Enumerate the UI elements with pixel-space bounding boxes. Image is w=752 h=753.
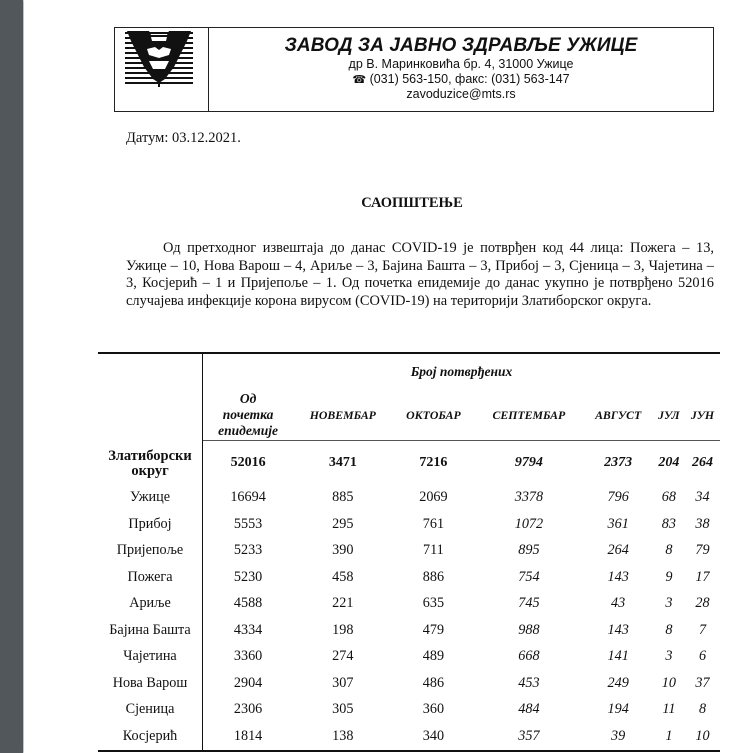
cell-value: 16694	[230, 489, 266, 506]
cell-value: 1	[653, 723, 685, 751]
cell-value: 28	[695, 595, 710, 612]
cell-value: 3360	[233, 648, 263, 665]
table-row	[98, 697, 720, 724]
cell-value: 307	[332, 674, 354, 691]
cell-value: 38	[695, 515, 710, 532]
column-header-june: ЈУН	[685, 390, 720, 441]
cell-value: 138	[293, 723, 392, 751]
municipality-name: Ариље	[98, 591, 203, 618]
cell-value: 264	[607, 542, 629, 559]
column-header-total	[203, 390, 294, 441]
cell-value: 668	[518, 648, 540, 665]
municipality-name: Ужице	[98, 485, 203, 512]
cell-value: 754	[518, 568, 540, 585]
cell-value: 360	[422, 701, 445, 718]
cell-value: 886	[422, 568, 445, 585]
cell-value: 68	[661, 489, 676, 506]
column-header-november: НОВЕМБАР	[293, 390, 392, 441]
region-header-blank	[98, 353, 203, 441]
district-value: 3471	[328, 454, 357, 470]
group-header: Број потврђених	[203, 353, 721, 390]
cell-value: 357	[474, 723, 583, 751]
cell-value: 83	[661, 515, 676, 532]
document-title-wrap	[0, 195, 752, 212]
table-row	[98, 723, 720, 751]
municipality-name: Косјерић	[98, 723, 203, 751]
logo-cell	[115, 28, 209, 111]
column-header-july: ЈУЛ	[653, 390, 685, 441]
district-name	[98, 441, 203, 485]
table-row	[98, 511, 720, 538]
cell-value: 2306	[233, 701, 263, 718]
district-name-line: Златиборски	[108, 447, 192, 464]
cell-value: 37	[695, 674, 710, 691]
cell-value: 295	[332, 515, 354, 532]
organization-email: zavoduzice@mts.rs	[406, 87, 516, 101]
cell-value: 4334	[233, 621, 263, 638]
cell-value: 10	[661, 674, 676, 691]
cell-value: 745	[518, 595, 540, 612]
cell-value: 5233	[233, 542, 263, 559]
column-header-september: СЕПТЕМБАР	[474, 390, 583, 441]
organization-name: ЗАВОД ЗА ЈАВНО ЗДРАВЉЕ УЖИЦЕ	[284, 35, 638, 56]
cell-value: 5230	[233, 568, 263, 585]
cell-value: 6	[698, 648, 707, 665]
municipality-name: Нова Варош	[98, 670, 203, 697]
municipality-name: Пријепоље	[98, 538, 203, 565]
table-row	[98, 644, 720, 671]
institute-logo-icon	[125, 31, 193, 89]
cell-value: 8	[665, 621, 673, 638]
district-value: 7216	[419, 454, 448, 470]
column-header-october: ОКТОБАР	[393, 390, 475, 441]
column-header-total-line: почетка	[222, 407, 274, 422]
cell-value: 221	[332, 595, 354, 612]
document-date: Датум: 03.12.2021.	[126, 130, 241, 146]
phone-fax-text: (031) 563-150, факс: (031) 563-147	[369, 71, 570, 86]
cell-value: 390	[332, 542, 354, 559]
district-total-row	[98, 441, 720, 485]
cell-value: 198	[332, 621, 354, 638]
cell-value: 885	[332, 489, 354, 506]
table-row	[98, 485, 720, 512]
district-value: 52016	[230, 454, 266, 470]
cell-value: 2069	[419, 489, 448, 506]
phone-icon: ☎	[352, 73, 367, 86]
cases-table	[98, 352, 720, 752]
cell-value: 143	[607, 568, 629, 585]
column-header-total-line: Од	[239, 391, 257, 406]
organization-info	[209, 28, 713, 111]
cell-value: 39	[584, 723, 653, 751]
cell-value: 635	[422, 595, 445, 612]
cell-value: 458	[332, 568, 354, 585]
cell-value: 489	[422, 648, 445, 665]
organization-phone	[209, 72, 713, 88]
cell-value: 486	[422, 674, 445, 691]
document-title: САОПШТЕЊЕ	[361, 195, 463, 211]
cell-value: 3378	[514, 489, 544, 506]
cell-value: 9	[665, 568, 673, 585]
cell-value: 3	[665, 648, 673, 665]
cell-value: 143	[607, 621, 629, 638]
cell-value: 3	[665, 595, 673, 612]
cell-value: 340	[393, 723, 475, 751]
cell-value: 43	[611, 595, 626, 612]
municipality-name: Пожега	[98, 564, 203, 591]
cell-value: 7	[698, 621, 707, 638]
cell-value: 988	[518, 621, 540, 638]
cell-value: 79	[695, 542, 710, 559]
cell-value: 17	[695, 568, 710, 585]
cell-value: 8	[665, 542, 673, 559]
table-row	[98, 591, 720, 618]
table-group-header-row	[98, 353, 720, 390]
cell-value: 895	[518, 542, 540, 559]
document-page	[24, 0, 752, 753]
cell-value: 1072	[514, 515, 544, 532]
cell-value: 5553	[233, 515, 263, 532]
organization-address: др В. Маринковића бр. 4, 31000 Ужице	[348, 57, 574, 71]
cell-value: 4588	[233, 595, 263, 612]
cell-value: 194	[607, 701, 629, 718]
cell-value: 761	[422, 515, 445, 532]
municipality-name: Чајетина	[98, 644, 203, 671]
column-header-august: АВГУСТ	[584, 390, 653, 441]
cell-value: 711	[423, 542, 444, 559]
cell-value: 2904	[233, 674, 263, 691]
table-row	[98, 564, 720, 591]
letterhead	[114, 27, 714, 112]
cell-value: 249	[607, 674, 629, 691]
viewer-side-panel	[0, 0, 23, 753]
district-value: 2373	[604, 454, 633, 470]
cell-value: 305	[332, 701, 354, 718]
cell-value: 8	[698, 701, 707, 718]
cell-value: 34	[695, 489, 710, 506]
announcement-paragraph: Од претходног извештаја до данас COVID-19 је потврђен код 44 лица: Пожега – 13, Ужице – 10, Нова Варош – 4, Ариље – 3, Бајина Башта – 3, Прибој – 3, Сјеница – 3, Чајетина – 3, Косјерић – 1 и Пријепоље – 1. Од почетка епидемије до данас укупно је потврђено 52016 случајева инфекције корона вирусом (COVID-19) на територији Златиборског округа.	[126, 240, 714, 310]
municipality-rows	[98, 485, 720, 752]
cell-value: 361	[607, 515, 629, 532]
municipality-name: Прибој	[98, 511, 203, 538]
table-row	[98, 670, 720, 697]
cell-value: 11	[662, 701, 676, 718]
cell-value: 479	[422, 621, 445, 638]
district-value: 204	[658, 454, 680, 470]
cell-value: 274	[332, 648, 354, 665]
municipality-name: Бајина Башта	[98, 617, 203, 644]
column-header-total-line: епидемије	[218, 423, 278, 438]
district-value: 264	[691, 454, 713, 470]
district-value: 9794	[514, 454, 543, 470]
cell-value: 10	[685, 723, 720, 751]
cell-value: 453	[518, 674, 540, 691]
table-row	[98, 617, 720, 644]
cell-value: 484	[518, 701, 540, 718]
cell-value: 141	[607, 648, 629, 665]
municipality-name: Сјеница	[98, 697, 203, 724]
cell-value: 796	[607, 489, 629, 506]
district-name-line: округ	[131, 462, 169, 479]
cell-value: 1814	[203, 723, 294, 751]
table-row	[98, 538, 720, 565]
